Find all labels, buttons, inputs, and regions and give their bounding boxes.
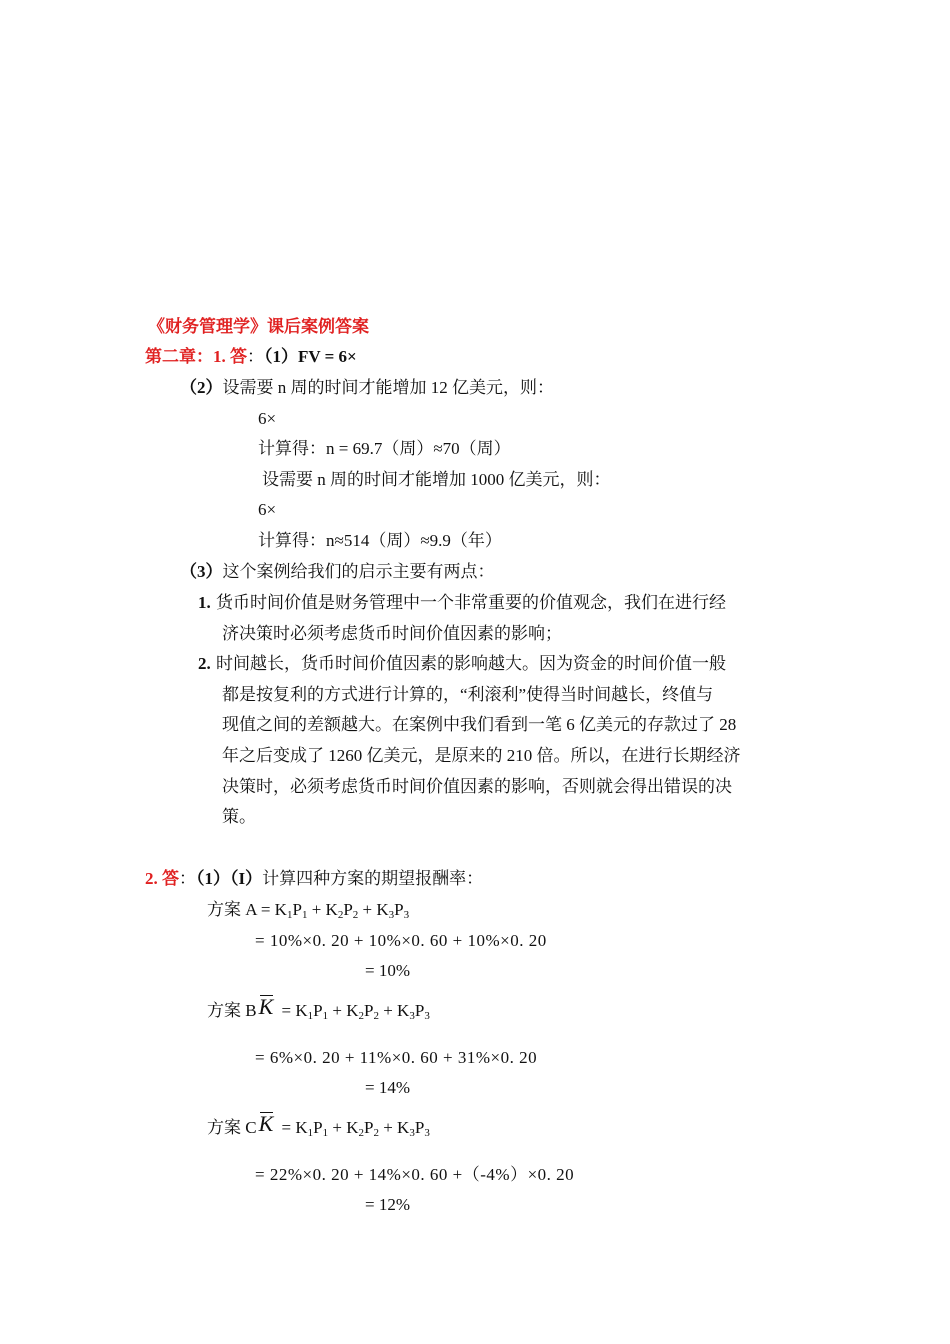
plan-c-result: = 12%: [365, 1195, 410, 1214]
q1-part3-text: 这个案例给我们的启示主要有两点：: [222, 562, 495, 581]
plan-c-formula: = $K_1P_1 + K_2P_2 + K_3P_3$: [281, 1118, 430, 1139]
q1-part3-label: （3）: [180, 562, 223, 581]
point2-line: 现值之间的差额越大。在案例中我们看到一笔 6 亿美元的存款过了 28: [222, 715, 737, 734]
chapter2-q1-colon: ：: [247, 347, 264, 366]
q2-part-text: 计算四种方案的期望报酬率：: [262, 869, 484, 888]
chapter2-q1-label: 第二章：1. 答: [145, 347, 247, 366]
fv-expr-b: 6×: [258, 500, 277, 519]
point2-number: 2.: [198, 654, 211, 673]
q1-part3-line: [180, 561, 495, 583]
k-bar-symbol: K: [258, 1111, 274, 1136]
fv-expr-a: 6×: [258, 409, 277, 428]
setup-b: 设需要 n 周的时间才能增加 1000 亿美元，则：: [262, 470, 611, 489]
plan-b-name: 方案 B: [207, 1001, 257, 1020]
plan-b-formula-line: [207, 996, 430, 1022]
q2-part-label: （1）（I）: [196, 869, 263, 888]
plan-b-formula: = $K_1P_1 + K_2P_2 + K_3P_3$: [281, 1001, 430, 1022]
point1-number: 1.: [198, 593, 211, 612]
point1-line: 货币时间价值是财务管理中一个非常重要的价值观念，我们在进行经: [216, 593, 726, 612]
plan-c-name: 方案 C: [207, 1118, 257, 1137]
plan-a-formula-line: [207, 899, 409, 921]
q1-part2-line: [180, 377, 554, 399]
point2-line: 年之后变成了 1260 亿美元，是原来的 210 倍。所以，在进行长期经济: [222, 746, 741, 765]
k-bar-symbol: K: [258, 994, 274, 1019]
point1-line: 济决策时必须考虑货币时间价值因素的影响；: [222, 624, 562, 643]
plan-c-calc: = 22%×0. 20 + 14%×0. 60 +（-4%）×0. 20: [255, 1165, 575, 1184]
q1-part2-label: （2）: [180, 378, 223, 397]
q2-colon: ：: [179, 869, 196, 888]
calc-result-b: 计算得：n≈514（周）≈9.9（年）: [258, 531, 502, 550]
q2-header-line: [145, 868, 483, 890]
q1-part1: （1）FV = 6×: [264, 347, 357, 366]
plan-b-calc: = 6%×0. 20 + 11%×0. 60 + 31%×0. 20: [255, 1048, 538, 1067]
plan-a-formula: = $K_1P_1 + K_2P_2 + K_3P_3$: [260, 900, 410, 921]
chapter2-q1-line: [145, 346, 357, 368]
plan-a-calc: = 10%×0. 20 + 10%×0. 60 + 10%×0. 20: [255, 931, 547, 950]
point2-line: 时间越长，货币时间价值因素的影响越大。因为资金的时间价值一般: [216, 654, 726, 673]
plan-a-result: = 10%: [365, 961, 410, 980]
plan-b-result: = 14%: [365, 1078, 410, 1097]
point2-line: 策。: [222, 807, 256, 826]
point2-line: 决策时，必须考虑货币时间价值因素的影响，否则就会得出错误的决: [222, 777, 732, 796]
q1-part2-text: 设需要 n 周的时间才能增加 12 亿美元，则：: [222, 378, 554, 397]
q2-label: 2. 答: [145, 869, 179, 888]
plan-c-formula-line: [207, 1113, 430, 1139]
point2-line: 都是按复利的方式进行计算的，“利滚利”使得当时间越长，终值与: [222, 685, 714, 704]
document-title: 《财务管理学》课后案例答案: [148, 317, 369, 336]
plan-a-name: 方案 A: [207, 900, 257, 919]
calc-result-a: 计算得：n = 69.7（周）≈70（周）: [258, 439, 511, 458]
